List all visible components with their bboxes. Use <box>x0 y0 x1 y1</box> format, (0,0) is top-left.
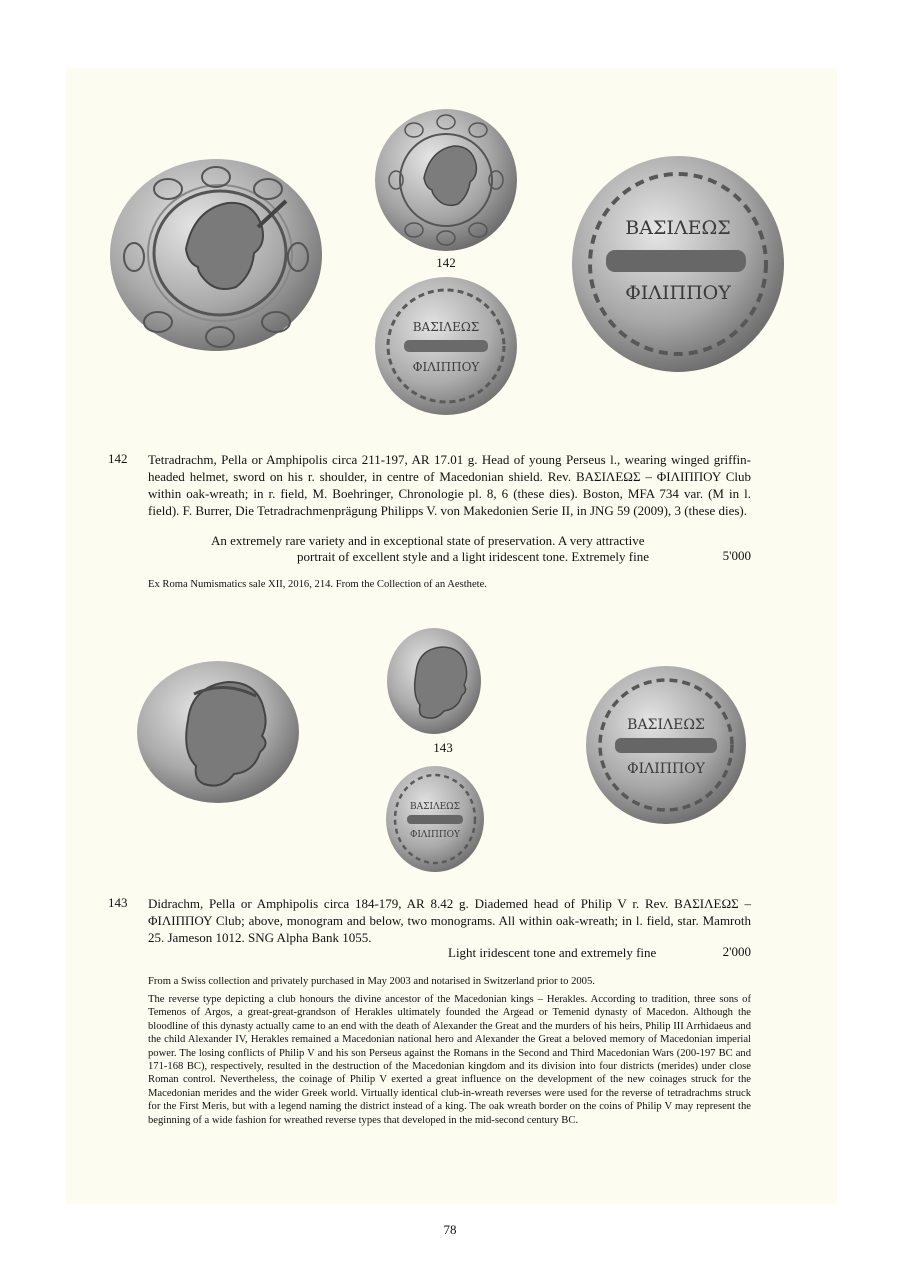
lot-143-obverse-large-coin <box>136 660 300 804</box>
lot-142-reverse-large-coin <box>570 154 786 374</box>
lot-142-small-reverse-legend-top: ΒΑΣΙΛΕΩΣ <box>412 320 480 334</box>
lot-143-large-reverse-legend-bottom: ΦΙΛΙΠΠΟΥ <box>627 761 705 777</box>
lot-143-number: 143 <box>108 895 128 910</box>
lot-142-small-reverse-legend-bottom: ΦΙΛΙΠΠΟΥ <box>412 360 480 374</box>
lot-143-estimate: 2'000 <box>722 944 751 959</box>
lot-143-verdict-line-1: Light iridescent tone and extremely fine <box>448 945 657 960</box>
lot-143-note <box>148 993 751 1127</box>
lot-143-note-text: The reverse type depicting a club honours the divine ancestor of the Macedonian kings – Herakles. According to tradition, three sons of Temenos of Argos, a great-great-grandson of Herakles ultimately founded the Argead or Temenid dynasty of Macedon. Although the bloodline of this dynasty actually came to an end with the death of Alexander the Great and the murders of his heirs, Philip III Arrhidaeus and the child Alexander IV, Herakles remained a Macedonian national hero and Alexander the Great a beloved memory of Macedonian imperial power. The losing conflicts of Philip V and his son Perseus against the Romans in the Second and Third Macedonian Wars (200-197 BC and 171-168 BC), respectively, resulted in the destruction of the Macedonian kingdom and its division into four districts (merides) under close Roman control. Nevertheless, the coinage of Philip V exerted a great influence on the development of the new coinages struck for the Macedonian merides and the wider Greek world. Virtually identical club-in-wreath reverses were used for the reverse of tetradrachms struck for the First Meris, but with a legend naming the district instead of a king. The oak wreath border on the coins of Philip V may represent the beginning of a wide fashion for wreathed reverse types that developed in the mid-second century BC. <box>148 994 751 1126</box>
lot-143-description <box>148 895 751 946</box>
lot-143-reverse-large-coin <box>585 665 747 825</box>
lot-142-obverse-small-coin <box>374 108 518 252</box>
lot-143-large-reverse-legend-top: ΒΑΣΙΛΕΩΣ <box>627 717 705 733</box>
lot-143-small-reverse-legend-bottom: ΦΙΛΙΠΠΟΥ <box>409 830 461 840</box>
lot-142-provenance-text: Ex Roma Numismatics sale XII, 2016, 214. From the Collection of an Aesthete. <box>148 579 487 590</box>
lot-143-obverse-small-coin <box>386 627 482 735</box>
lot-143-provenance-text: From a Swiss collection and privately purchased in May 2003 and notarised in Switzerland prior to 2005. <box>148 976 595 987</box>
lot-142-provenance <box>148 578 751 591</box>
lot-142-verdict-line-2: portrait of excellent style and a light iridescent tone. Extremely fine <box>297 549 649 564</box>
lot-143-small-reverse-legend-top: ΒΑΣΙΛΕΩΣ <box>410 802 460 812</box>
lot-142-estimate: 5'000 <box>722 548 751 563</box>
lot-142-verdict-line-1: An extremely rare variety and in exceptional state of preservation. A very attractive <box>211 533 645 548</box>
lot-142-large-reverse-legend-bottom: ΦΙΛΙΠΠΟΥ <box>625 282 731 304</box>
page-number: 78 <box>443 1222 457 1237</box>
lot-143-plate-label-visible: 143 <box>433 740 453 755</box>
lot-143-description-text: Didrachm, Pella or Amphipolis circa 184-179, AR 8.42 g. Diademed head of Philip V r. Rev. ΒΑΣΙΛΕΩΣ – ΦΙΛΙΠΠΟΥ Club; above, monogram and below, two monograms. All within oak-wreath; in l. field, star. Mamroth 25. Jameson 1012. SNG Alpha Bank 1055. <box>148 896 751 945</box>
lot-143-reverse-small-coin <box>385 765 485 873</box>
lot-142-plate-label: 142 <box>436 255 456 270</box>
lot-142-obverse-large-coin <box>108 157 324 353</box>
lot-142-description <box>148 451 751 519</box>
lot-142-number: 142 <box>108 451 128 466</box>
lot-142-reverse-small-coin <box>374 276 518 416</box>
lot-142-description-text: Tetradrachm, Pella or Amphipolis circa 211-197, AR 17.01 g. Head of young Perseus l., wearing winged griffin-headed helmet, sword on his r. shoulder, in centre of Macedonian shield. Rev. ΒΑΣΙΛΕΩΣ – ΦΙΛΙΠΠΟΥ Club within oak-wreath; in r. field, M. Boehringer, Chronologie pl. 8, 6 (these dies). Boston, MFA 734 var. (M in l. field). F. Burrer, Die Tetradrachmenprägung Philipps V. von Makedonien Serie II, in JNG 59 (2009), 3 (these dies). <box>148 452 751 518</box>
lot-142-large-reverse-legend-top: ΒΑΣΙΛΕΩΣ <box>625 217 731 239</box>
lot-143-provenance <box>148 975 751 988</box>
